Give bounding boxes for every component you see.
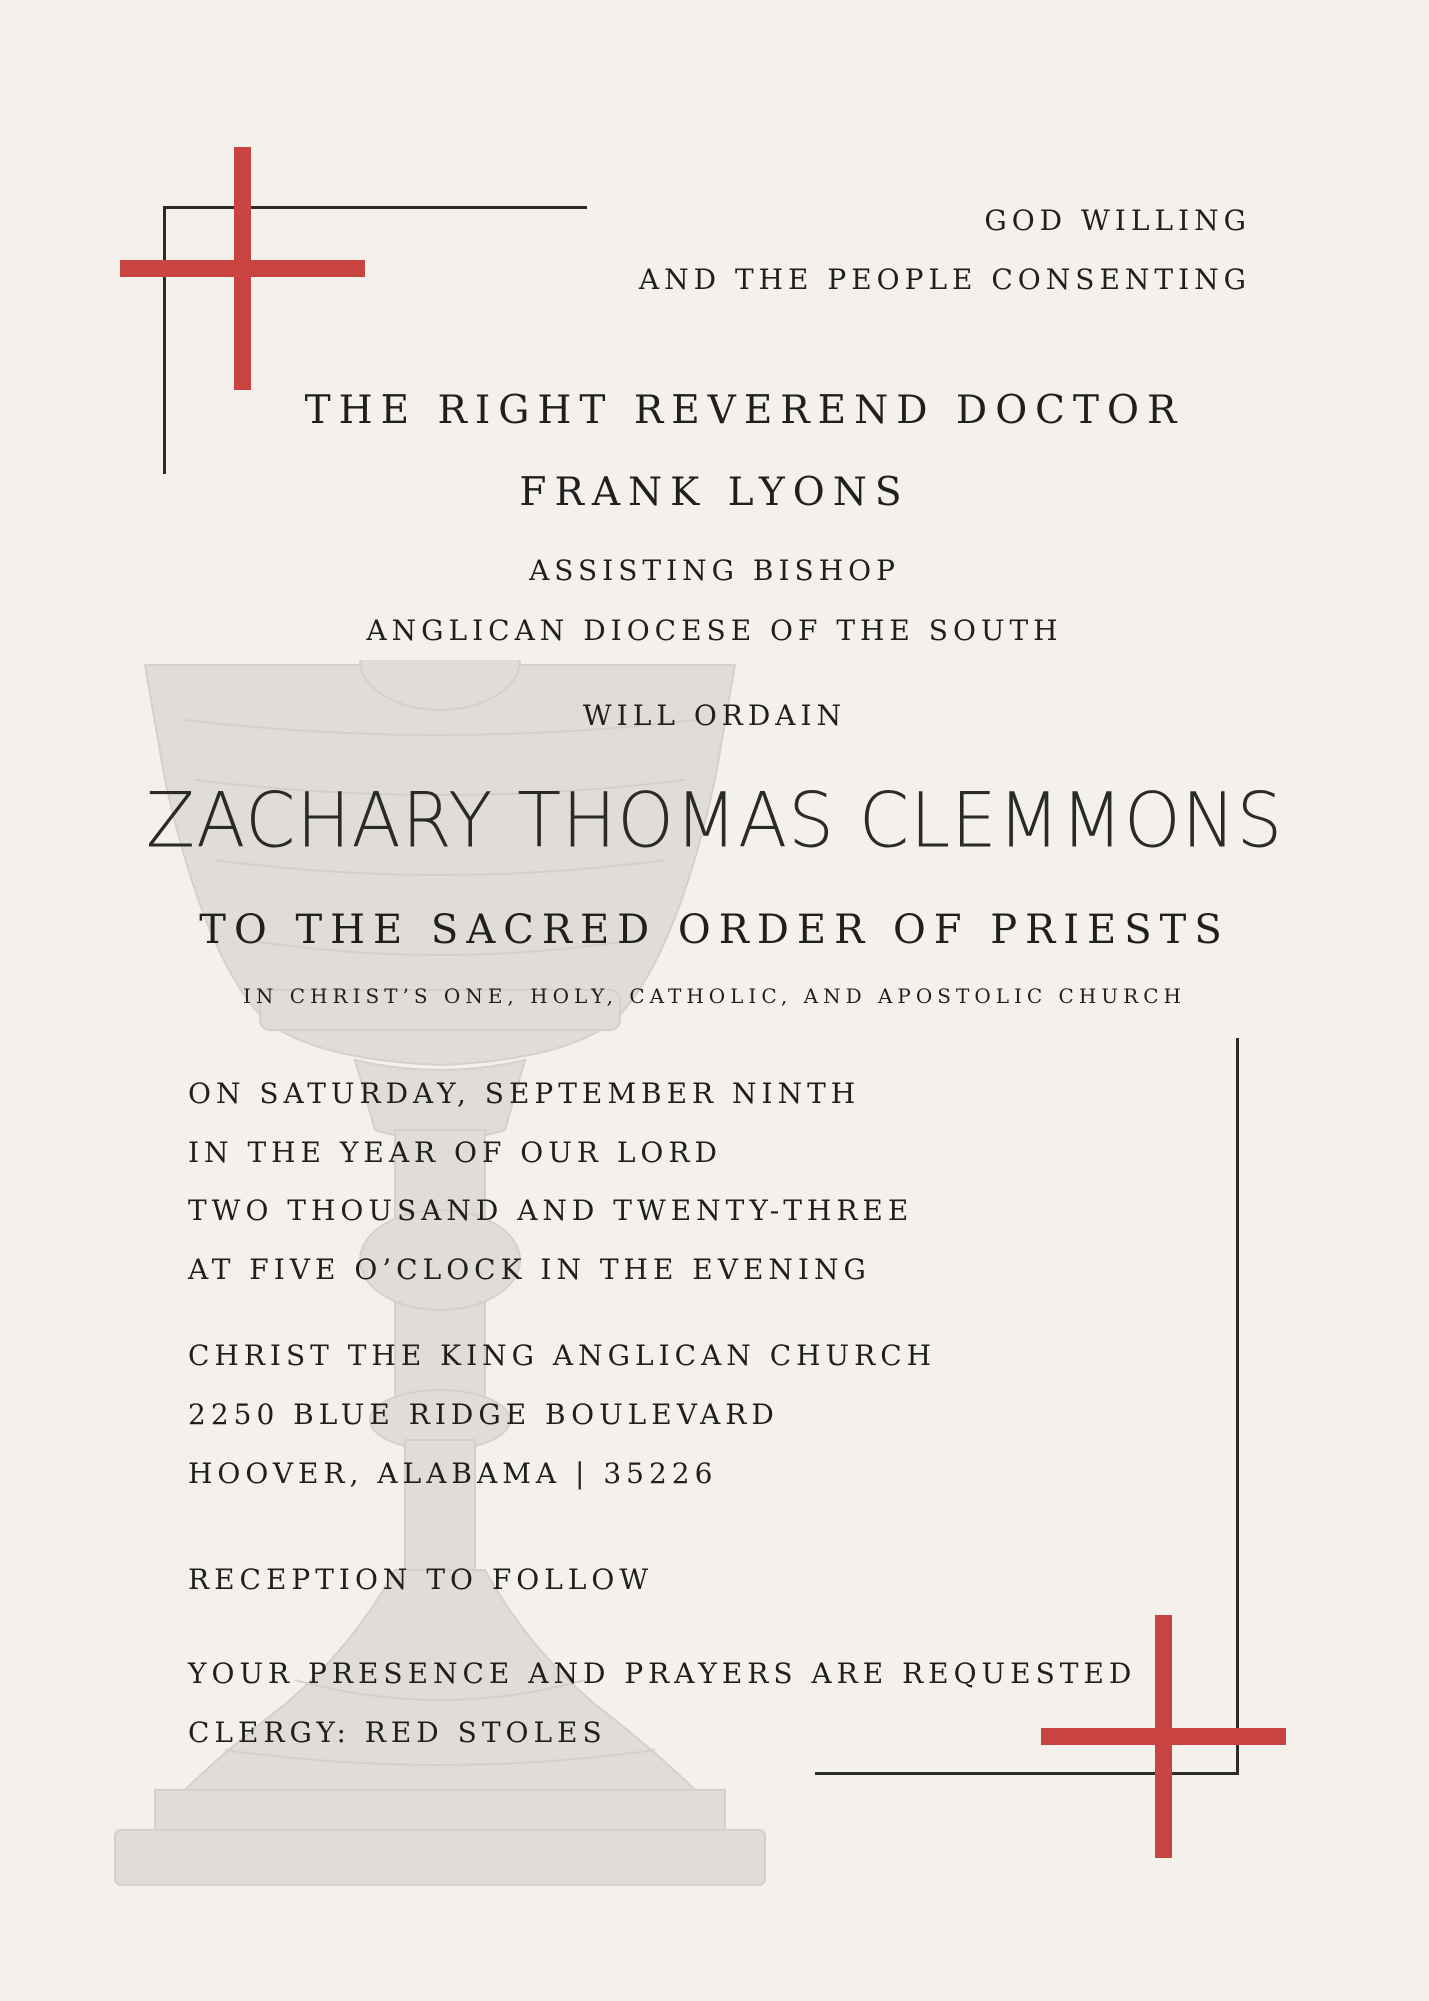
cross-bottom-horizontal xyxy=(1041,1728,1286,1745)
church-line: IN CHRIST’S ONE, HOLY, CATHOLIC, AND APOSTOLIC CHURCH xyxy=(243,984,1186,1008)
clergy-note: CLERGY: RED STOLES xyxy=(188,1716,607,1749)
venue-city: HOOVER, ALABAMA | 35226 xyxy=(188,1457,718,1490)
datetime-line-1: ON SATURDAY, SEPTEMBER NINTH xyxy=(188,1077,861,1110)
officiant-diocese: ANGLICAN DIOCESE OF THE SOUTH xyxy=(366,614,1063,647)
venue-name: CHRIST THE KING ANGLICAN CHURCH xyxy=(188,1339,937,1372)
officiant-name: FRANK LYONS xyxy=(519,470,910,515)
ordinand-name: ZACHARY THOMAS CLEMMONS xyxy=(145,775,1284,865)
preamble-line-2: AND THE PEOPLE CONSENTING xyxy=(638,263,1251,296)
frame-right-line xyxy=(1236,1038,1239,1775)
officiant-title: THE RIGHT REVEREND DOCTOR xyxy=(304,388,1185,433)
frame-bottom-line xyxy=(815,1772,1239,1775)
sacred-order: TO THE SACRED ORDER OF PRIESTS xyxy=(199,907,1230,953)
officiant-role: ASSISTING BISHOP xyxy=(529,554,900,587)
reception-note: RECEPTION TO FOLLOW xyxy=(188,1563,654,1596)
frame-left-line xyxy=(163,206,166,474)
frame-top-line xyxy=(163,206,587,209)
presence-request: YOUR PRESENCE AND PRAYERS ARE REQUESTED xyxy=(188,1657,1137,1690)
datetime-line-3: TWO THOUSAND AND TWENTY-THREE xyxy=(188,1194,914,1227)
datetime-line-4: AT FIVE O’CLOCK IN THE EVENING xyxy=(188,1253,871,1286)
preamble-line-1: GOD WILLING xyxy=(984,204,1251,237)
will-ordain: WILL ORDAIN xyxy=(582,699,847,732)
cross-top-horizontal xyxy=(120,260,365,277)
venue-street: 2250 BLUE RIDGE BOULEVARD xyxy=(188,1398,779,1431)
datetime-line-2: IN THE YEAR OF OUR LORD xyxy=(188,1136,722,1169)
